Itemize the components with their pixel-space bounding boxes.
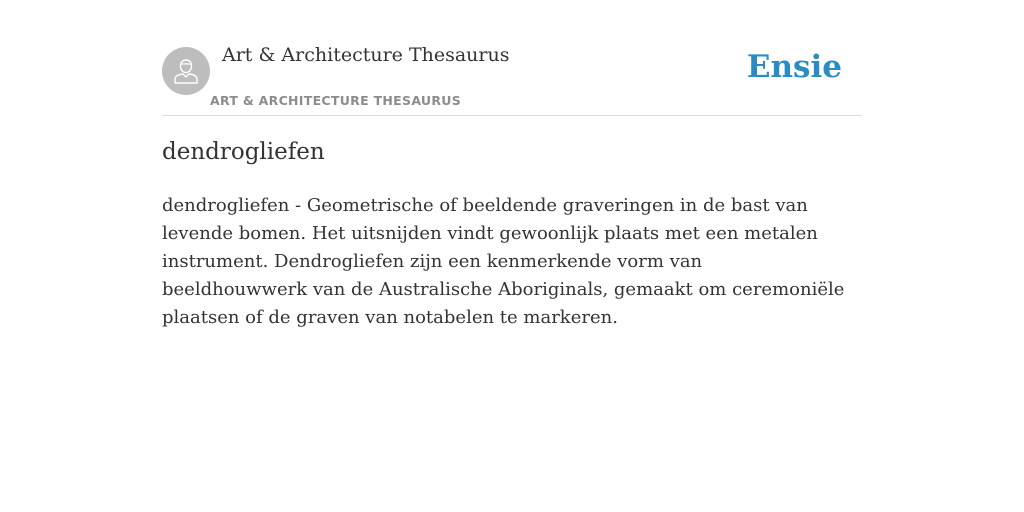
author-header [162,40,862,116]
ensie-logo-link[interactable]: Ensie [746,49,842,85]
user-silhouette-icon [171,56,201,86]
source-label[interactable]: ART & ARCHITECTURE THESAURUS [210,93,462,108]
page-title: dendrogliefen [162,139,325,165]
definition-text: dendrogliefen - Geometrische of beeldende graveringen in de bast van levende bomen. Het uitsnijden vindt gewoonlijk plaats met een metalen instrument. Dendrogliefen zijn een kenmerkende vorm van beeldhouwwerk van de Australische Aboriginals, gemaakt om ceremoniële plaatsen of de graven van notabelen te markeren. [162,195,845,328]
author-name[interactable]: Art & Architecture Thesaurus [222,44,510,66]
avatar[interactable] [162,47,210,95]
